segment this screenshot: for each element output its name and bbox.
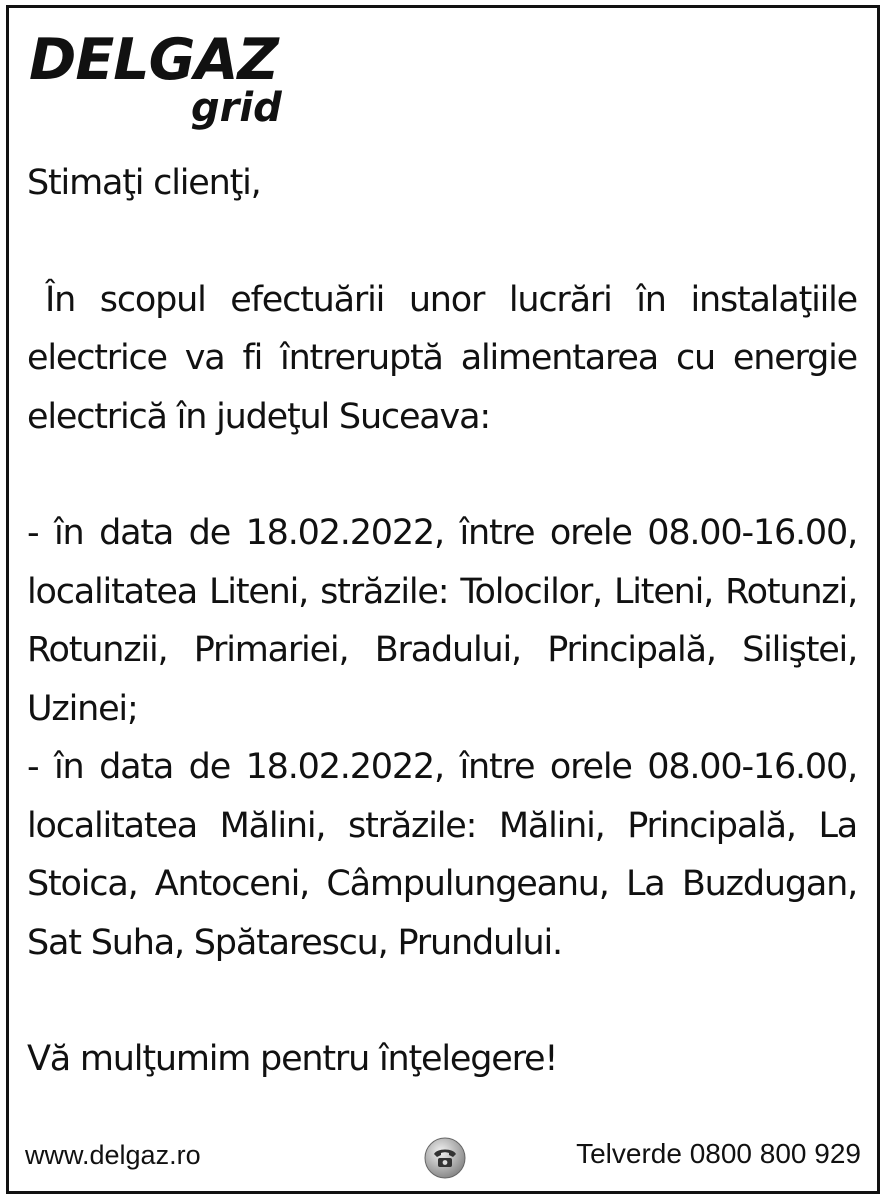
intro-paragraph: În scopul efectuării unor lucrări în instalaţiile electrice va fi întreruptă alimentarea cu energie electrică în judeţul Suceava: [27, 279, 857, 437]
notice-frame [6, 5, 880, 1194]
greeting: Stimaţi clienţi, [27, 163, 261, 203]
outage-item-malini: - în data de 18.02.2022, între orele 08.00-16.00, localitatea Mălini, străzile: Mălini, Principală, La Stoica, Antoceni, Câmpulungeanu, La Buzdugan, Sat Suha, Spătarescu, Prundului. [27, 747, 857, 963]
footer [25, 1134, 861, 1178]
website-link[interactable]: www.delgaz.ro [25, 1140, 201, 1170]
hotline-number[interactable]: Telverde 0800 800 929 [576, 1138, 861, 1169]
telephone-icon [423, 1136, 467, 1180]
logo-sub-text: grid [191, 85, 282, 131]
delgaz-grid-logo [29, 28, 309, 138]
notice-body [27, 154, 857, 1089]
logo-main-text: DELGAZ [29, 27, 278, 93]
closing-line: Vă mulţumim pentru înţelegere! [27, 1039, 558, 1079]
outage-item-liteni: - în data de 18.02.2022, între orele 08.00-16.00, localitatea Liteni, străzile: Tolocilor, Liteni, Rotunzi, Rotunzii, Primariei, Bradului, Principală, Siliştei, Uzinei; [27, 513, 857, 729]
